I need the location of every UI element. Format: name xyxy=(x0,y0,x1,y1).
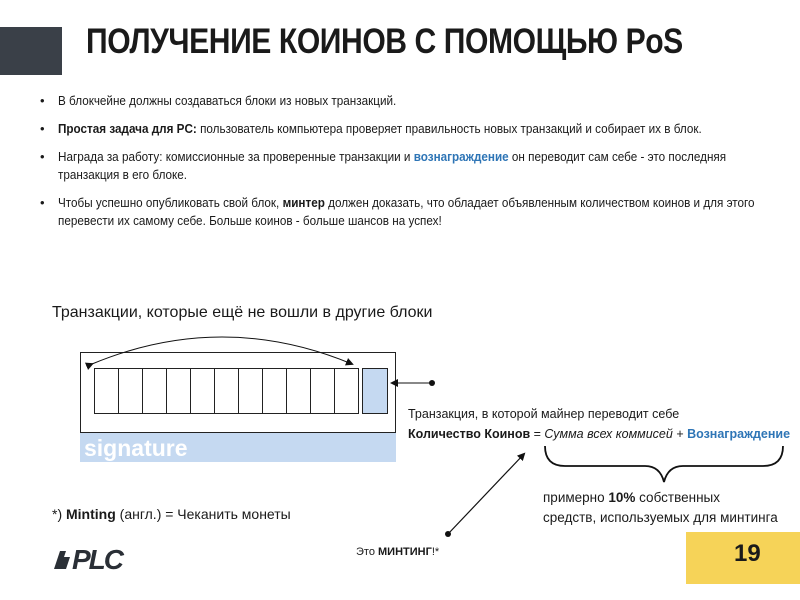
arc-arrow xyxy=(92,337,352,364)
footnote: *) Minting (англ.) = Чеканить монеты xyxy=(52,506,291,522)
slide-title: ПОЛУЧЕНИЕ КОИНОВ С ПОМОЩЬЮ PoS xyxy=(86,22,683,61)
page-number-badge xyxy=(686,532,800,584)
fee-sum: Сумма всех коммисей xyxy=(544,427,673,441)
bullet-item: • Простая задача для PC: пользователь компьютера проверяет правильность новых транзакций и собирает их в блок. xyxy=(40,121,702,136)
minter-term: минтер xyxy=(282,195,325,210)
minting-arrow xyxy=(448,454,524,534)
bullet-item: • В блокчейне должны создаваться блоки из новых транзакций. xyxy=(40,93,397,108)
plc-logo: PLC xyxy=(52,544,122,576)
reward-term: Вознаграждение xyxy=(687,427,791,441)
diagram-caption: Транзакции, которые ещё не вошли в другие блоки xyxy=(52,304,433,321)
pointer-dot xyxy=(429,380,435,386)
minting-dot xyxy=(445,531,451,537)
bullet-item: • Награда за работу: комиссионные за проверенные транзакции и вознаграждение он переводит сам себе - это последняя транзакция в его блоке. xyxy=(40,149,727,182)
reward-highlight: вознаграждение xyxy=(413,149,509,164)
bullet-marker: • xyxy=(40,149,45,164)
minting-label: Это МИНТИНГ!* xyxy=(356,546,440,558)
stake-share-note: примерно 10% собственных средств, используемых для минтинга xyxy=(543,490,778,525)
bullet-marker: • xyxy=(40,195,45,210)
bullet-lead: Простая задача для PC: xyxy=(58,121,197,136)
bullet-marker: • xyxy=(40,121,45,136)
minting-transaction-text: Транзакция, в которой майнер переводит себе Количество Коинов = Сумма всех коммисей + Вознаграждение xyxy=(408,407,791,441)
logo-mark-icon xyxy=(52,547,72,573)
page-number: 19 xyxy=(734,540,761,567)
bullet-item: • Чтобы успешно опубликовать свой блок, минтер должен доказать, что обладает объявленным количеством коинов и для этого перевести их самому себе. Больше коинов - больше шансов на успех! xyxy=(40,195,755,228)
bullet-marker: • xyxy=(40,93,45,108)
curly-brace xyxy=(545,446,783,482)
coin-count-label: Количество Коинов xyxy=(408,427,531,441)
signature-label: signature xyxy=(84,435,188,461)
